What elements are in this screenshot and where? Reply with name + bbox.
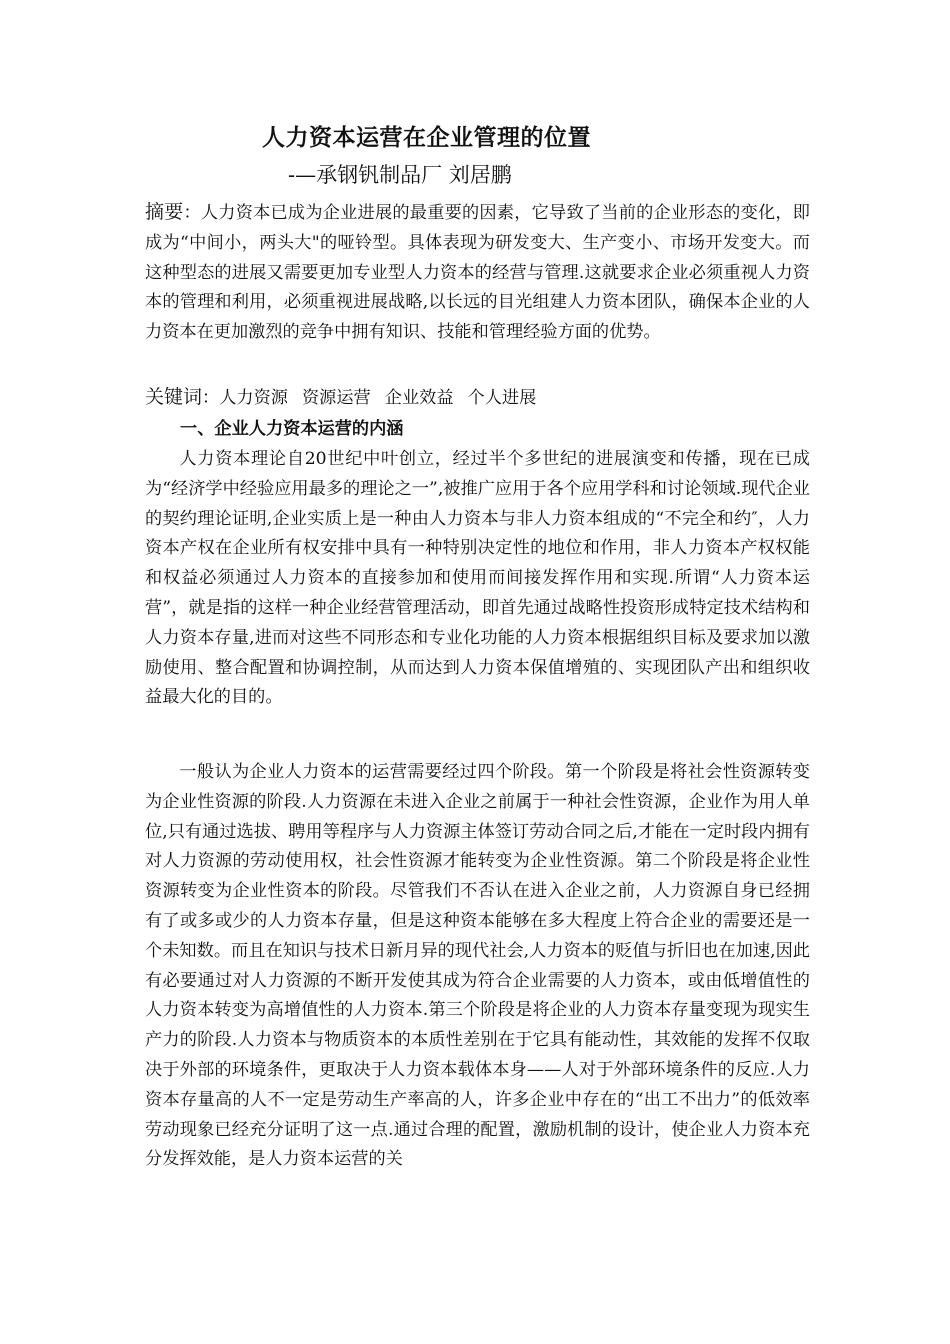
abstract-separator: ： <box>183 203 201 223</box>
keywords-separator: ： <box>202 388 220 408</box>
keywords-line <box>145 382 550 413</box>
abstract-text: 人力资本已成为企业进展的最重要的因素，它导致了当前的企业形态的变化，即成为“中间小，两头大"的哑铃型。具体表现为研发变大、生产变小、市场开发变大。而这种型态的进展又需要更加专业型人力资本的经营与管理.这就要求企业必须重视人力资本的管理和利用，必须重视进展战略,以长远的目光组建人力资本团队，确保本企业的人力资本在更加激烈的竞争中拥有知识、技能和管理经验方面的优势。 <box>145 203 810 343</box>
body-paragraph: 人力资本理论自20世纪中叶创立，经过半个多世纪的进展演变和传播，现在已成为“经济学中经验应用最多的理论之一”,被推广应用于各个应用学科和讨论领域.现代企业的契约理论证明,企业实质上是一种由人力资本与非人力资本组成的“不完全和约″，人力资本产权在企业所有权安排中具有一种特别决定性的地位和作用，非人力资本产权权能和权益必须通过人力资本的直接参加和使用而间接发挥作用和实现.所谓“人力资本运营”，就是指的这样一种企业经营管理活动，即首先通过战略性投资形成特定技术结构和人力资本存量,进而对这些不同形态和专业化功能的人力资本根据组织目标及要求加以激励使用、整合配置和协调控制，从而达到人力资本保值增殖的、实现团队产出和组织收益最大化的目的。 <box>145 449 810 708</box>
keywords-label: 关键词 <box>145 386 203 408</box>
document-subtitle: -—承钢钒制品厂 刘居鹏 <box>288 163 512 187</box>
keyword-item: 资源运营 <box>301 388 371 408</box>
body-paragraph: 一般认为企业人力资本的运营需要经过四个阶段。第一个阶段是将社会性资源转变为企业性资源的阶段.人力资源在未进入企业之前属于一种社会性资源，企业作为用人单位,只有通过选拔、聘用等程序与人力资源主体签订劳动合同之后,才能在一定时段内拥有对人力资源的劳动使用权，社会性资源才能转变为企业性资源。第二个阶段是将企业性资源转变为企业性资本的阶段。尽管我们不否认在进入企业之前，人力资源自身已经拥有了或多或少的人力资本存量，但是这种资本能够在多大程度上符合企业的需要还是一个未知数。而且在知识与技术日新月异的现代社会,人力资本的贬值与折旧也在加速,因此有必要通过对人力资源的不断开发使其成为符合企业需要的人力资本，或由低增值性的人力资本转变为高增值性的人力资本.第三个阶段是将企业的人力资本存量变现为现实生产力的阶段.人力资本与物质资本的本质性差别在于它具有能动性，其效能的发挥不仅取决于外部的环境条件，更取决于人力资本载体本身——人对于外部环境条件的反应.人力资本存量高的人不一定是劳动生产率高的人，许多企业中存在的“出工不出力”的低效率劳动现象已经充分证明了这一点.通过合理的配置，激励机制的设计，使企业人力资本充分发挥效能，是人力资本运营的关 <box>145 762 810 1170</box>
document-title: 人力资本运营在企业管理的位置 <box>262 125 591 151</box>
keyword-item: 个人进展 <box>467 388 537 408</box>
keyword-item: 人力资源 <box>219 388 288 408</box>
abstract-section <box>145 198 810 348</box>
keyword-item: 企业效益 <box>384 388 454 408</box>
abstract-label: 摘要 <box>145 201 184 223</box>
section-heading: 一、企业人力资本运营的内涵 <box>180 419 404 439</box>
